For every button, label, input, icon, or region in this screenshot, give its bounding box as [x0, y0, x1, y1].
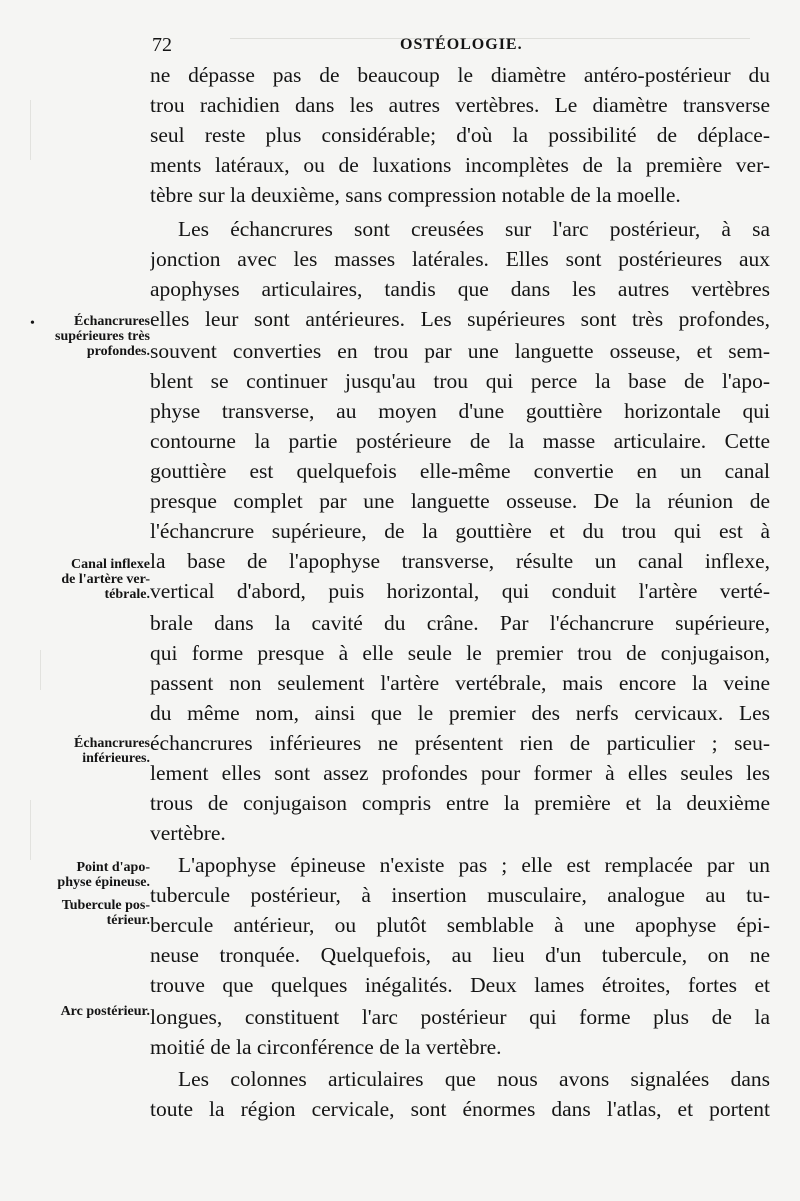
margin-note — [22, 860, 150, 890]
margin-note-line: Canal inflexe — [71, 557, 150, 572]
page-number: 72 — [152, 34, 172, 56]
margin-note-line: supérieures très — [55, 329, 150, 344]
text-line: tèbre sur la deuxième, sans compression notable de la moelle. — [150, 183, 681, 207]
text-line: Les échancrures sont creusées sur l'arc postérieur, à sa — [178, 217, 770, 241]
margin-note-line: physe épineuse. — [57, 875, 150, 890]
text-line: longues, constituent l'arc postérieur qui forme plus de la — [150, 1005, 770, 1029]
text-line: L'apophyse épineuse n'existe pas ; elle est remplacée par un — [178, 853, 770, 877]
text-line: ments latéraux, ou de luxations incomplètes de la première ver- — [150, 153, 770, 177]
text-line: gouttière est quelquefois elle-même convertie en un canal — [150, 459, 770, 483]
margin-note — [22, 557, 150, 602]
text-line: ne dépasse pas de beaucoup le diamètre antéro-postérieur du — [150, 63, 770, 87]
margin-note-line: Arc postérieur. — [60, 1004, 150, 1019]
text-line: bercule antérieur, ou plutôt semblable à une apophyse épi- — [150, 913, 770, 937]
text-line: échancrures inférieures ne présentent rien de particulier ; seu- — [150, 731, 770, 755]
text-line: passent non seulement l'artère vertébrale, mais encore la veine — [150, 671, 770, 695]
margin-note — [22, 898, 150, 928]
margin-bullet-icon: • — [30, 316, 35, 331]
text-line: trou rachidien dans les autres vertèbres. Le diamètre transverse — [150, 93, 770, 117]
page-header — [0, 34, 800, 58]
text-line: du même nom, ainsi que le premier des nerfs cervicaux. Les — [150, 701, 770, 725]
text-line: tubercule postérieur, à insertion musculaire, analogue au tu- — [150, 883, 770, 907]
text-line: contourne la partie postérieure de la masse articulaire. Cette — [150, 429, 770, 453]
margin-note-line: Échancrures — [74, 736, 150, 751]
text-line: qui forme presque à elle seule le premier trou de conjugaison, — [150, 641, 770, 665]
bleed-through-text — [40, 650, 141, 690]
margin-note-line: Tubercule pos- — [61, 898, 150, 913]
text-line: la base de l'apophyse transverse, résulte un canal inflexe, — [150, 549, 770, 573]
text-line: trouve que quelques inégalités. Deux lames étroites, fortes et — [150, 973, 770, 997]
text-line: physe transverse, au moyen d'une gouttière horizontale qui — [150, 399, 770, 423]
text-line: toute la région cervicale, sont énormes dans l'atlas, et portent — [150, 1097, 770, 1121]
text-line: trous de conjugaison compris entre la première et la deuxième — [150, 791, 770, 815]
text-line: brale dans la cavité du crâne. Par l'échancrure supérieure, — [150, 611, 770, 635]
text-line: lement elles sont assez profondes pour former à elles seules les — [150, 761, 770, 785]
margin-note-line: térieur. — [106, 913, 150, 928]
margin-note-line: profondes. — [86, 344, 150, 359]
text-line: elles leur sont antérieures. Les supérieures sont très profondes, — [150, 307, 770, 331]
text-line: presque complet par une languette osseuse. De la réunion de — [150, 489, 770, 513]
bleed-through-text — [30, 100, 141, 160]
margin-note-line: tébrale. — [104, 587, 150, 602]
running-head: OSTÉOLOGIE. — [400, 36, 523, 53]
margin-note-line: de l'artère ver- — [61, 572, 150, 587]
margin-note-line: Point d'apo- — [76, 860, 150, 875]
bleed-through-text — [30, 800, 141, 860]
margin-note-line: inférieures. — [82, 751, 150, 766]
text-line: seul reste plus considérable; d'où la possibilité de déplace- — [150, 123, 770, 147]
margin-note — [22, 1004, 150, 1019]
margin-note-line: Échancrures — [74, 314, 150, 329]
text-line: vertèbre. — [150, 821, 226, 845]
text-line: Les colonnes articulaires que nous avons signalées dans — [178, 1067, 770, 1091]
margin-note — [22, 736, 150, 766]
text-line: neuse tronquée. Quelquefois, au lieu d'un tubercule, on ne — [150, 943, 770, 967]
margin-note — [22, 314, 150, 359]
text-line: vertical d'abord, puis horizontal, qui conduit l'artère verté- — [150, 579, 770, 603]
text-line: jonction avec les masses latérales. Elles sont postérieures aux — [150, 247, 770, 271]
text-line: souvent converties en trou par une languette osseuse, et sem- — [150, 339, 770, 363]
text-line: l'échancrure supérieure, de la gouttière et du trou qui est à — [150, 519, 770, 543]
text-line: apophyses articulaires, tandis que dans les autres vertèbres — [150, 277, 770, 301]
text-line: blent se continuer jusqu'au trou qui perce la base de l'apo- — [150, 369, 770, 393]
text-line: moitié de la circonférence de la vertèbre. — [150, 1035, 502, 1059]
